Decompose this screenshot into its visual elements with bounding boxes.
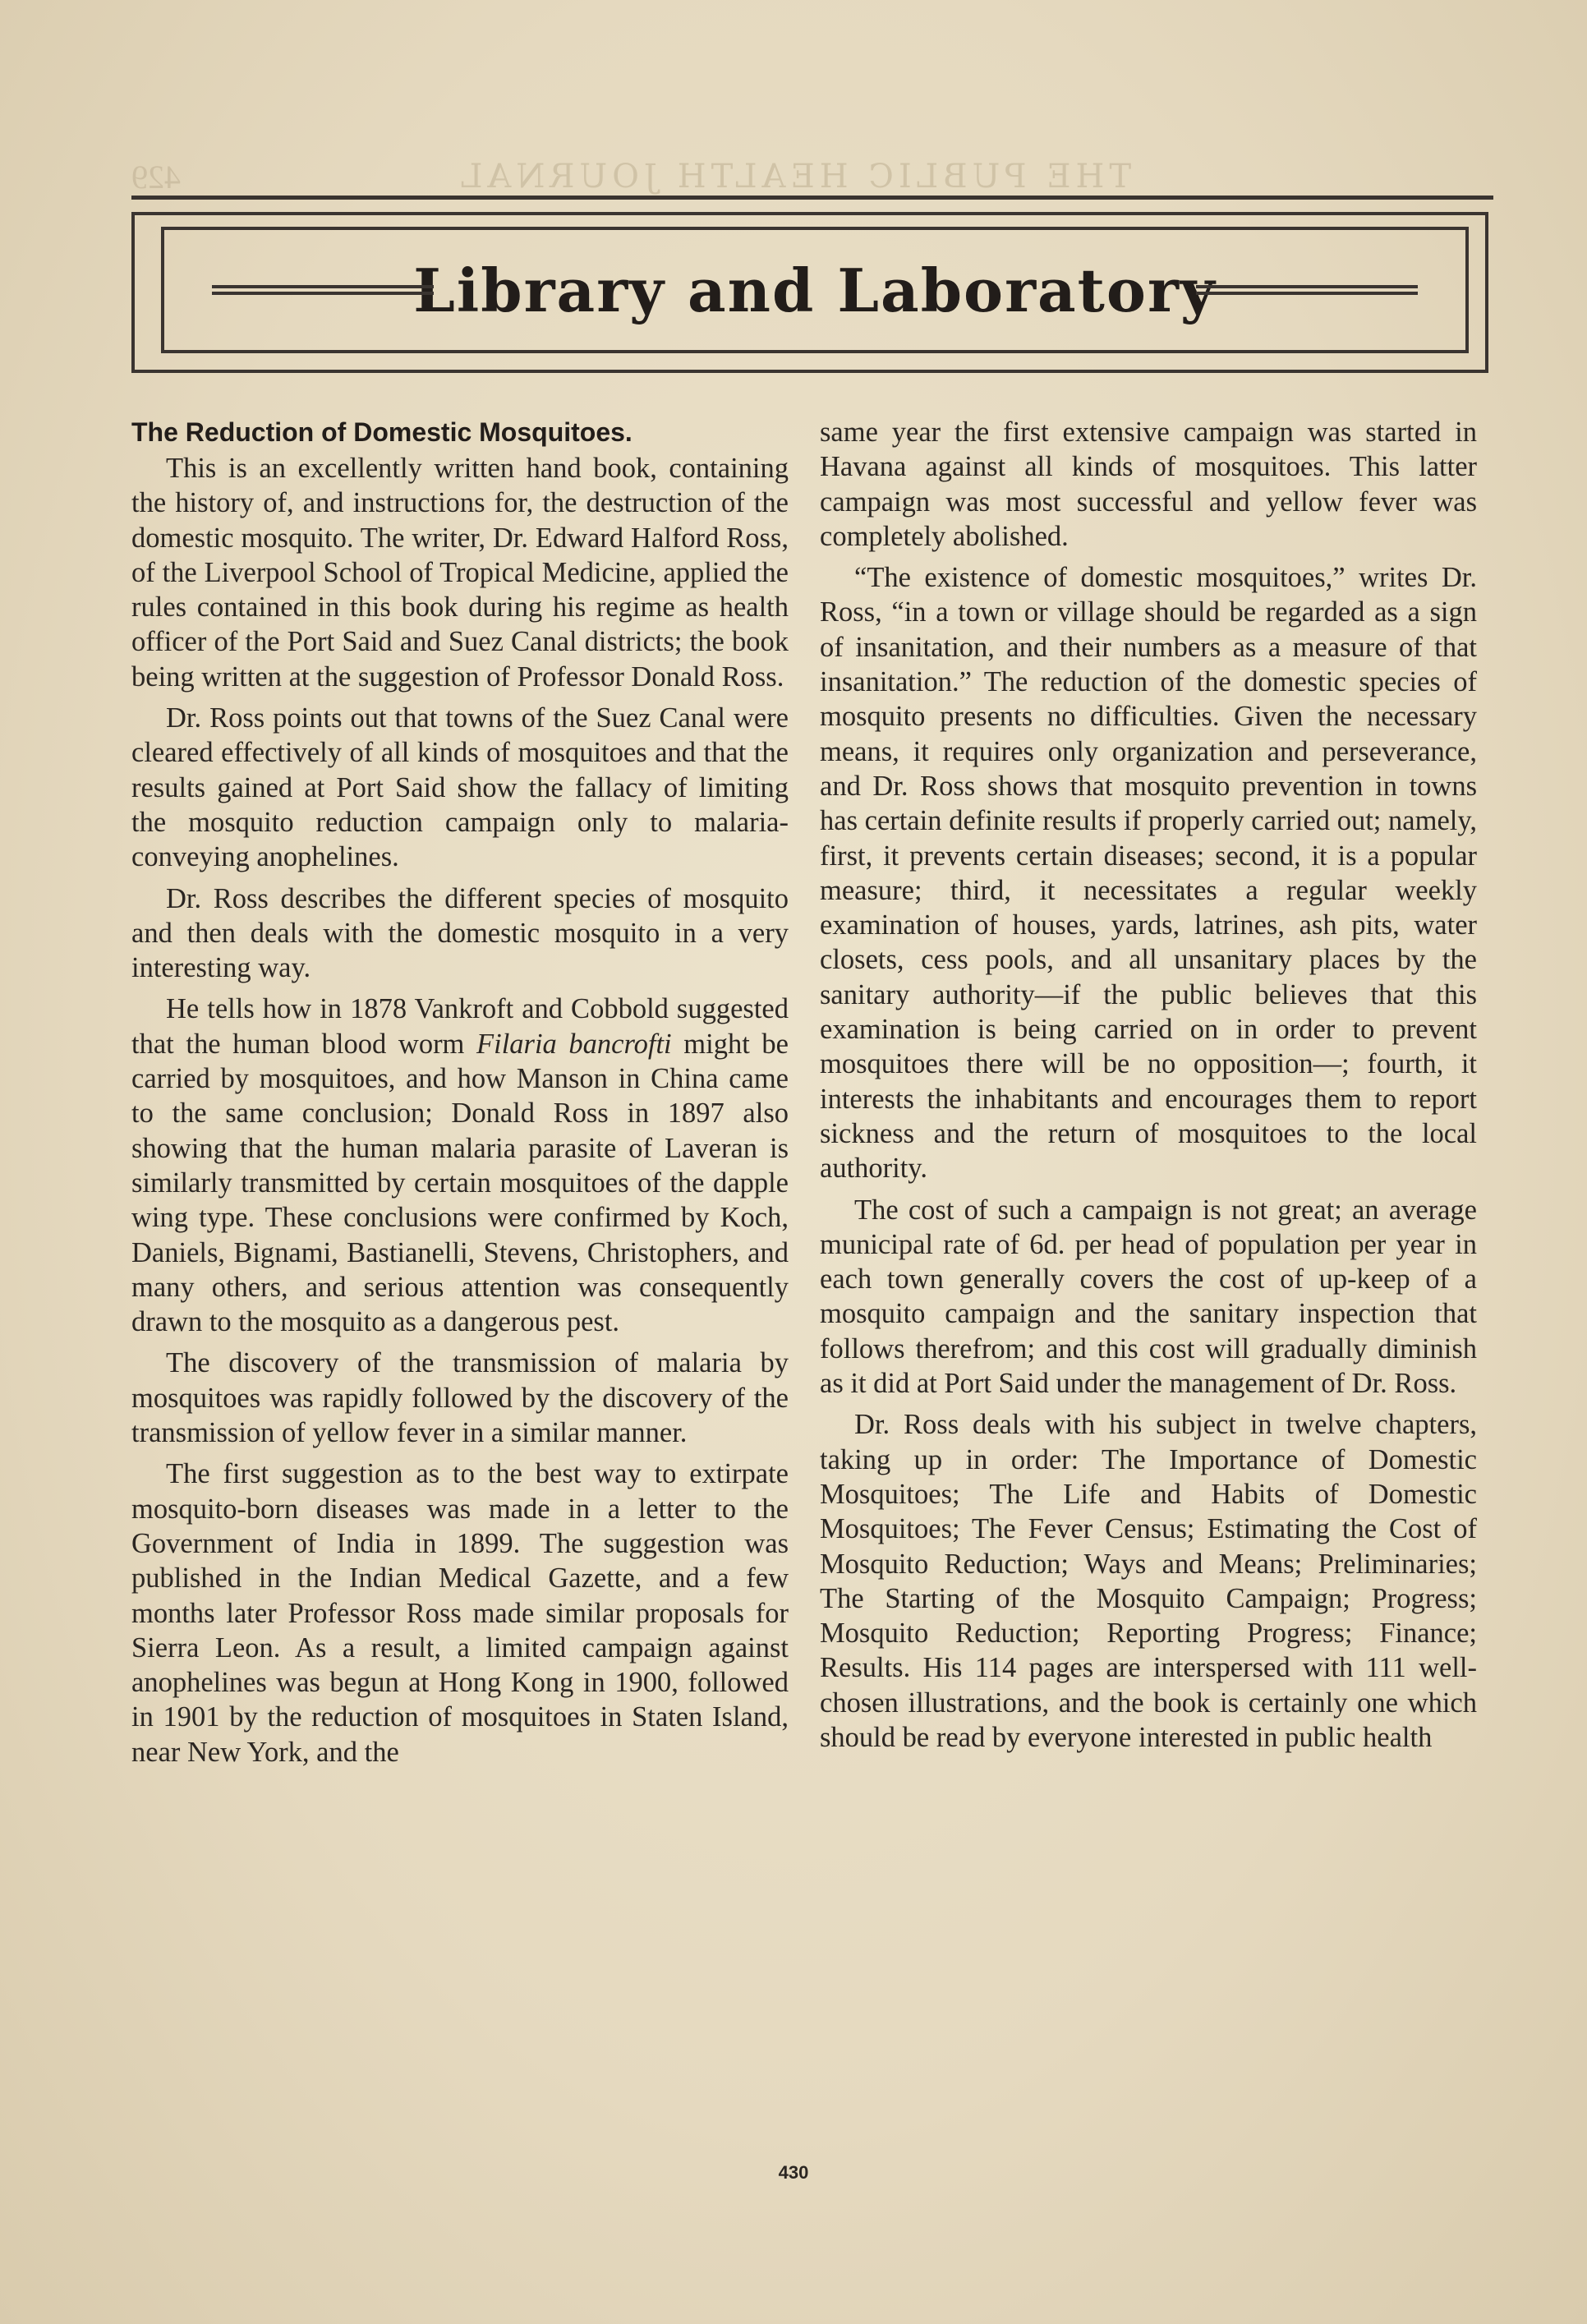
- paragraph: The cost of such a campaign is not great; an average municipal rate of 6d. per head of population per year in each town generally covers the cost of up-keep of a mosquito campaign and the sanitary inspection that follows therefrom; and this cost will gradually diminish as it did at Port Said under the management of Dr. Ross.: [820, 1194, 1477, 1400]
- paragraph: Dr. Ross describes the different species of mosquito and then deals with the domestic mosquito in a very interesting way.: [131, 882, 789, 984]
- article-heading: The Reduction of Domestic Mosquitoes.: [131, 417, 632, 447]
- article-body: [131, 415, 1492, 2148]
- paragraph-filaria: [131, 992, 789, 1339]
- left-column: [131, 415, 789, 1776]
- paragraph: This is an excellently written hand book, containing the history of, and instructions for, the destruction of the domestic mosquito. The writer, Dr. Edward Halford Ross, of the Liverpool School of Tropical Medicine, applied the rules contained in this book during his regime as health officer of the Port Said and Suez Canal districts; the book being written at the suggestion of Professor Donald Ross.: [131, 453, 789, 693]
- species-name: Filaria bancrofti: [476, 1028, 672, 1060]
- right-column: [820, 415, 1477, 1761]
- paragraph: The discovery of the transmission of malaria by mosquitoes was rapidly followed by the discovery of the transmission of yellow fever in a similar manner.: [131, 1347, 789, 1449]
- text-run: might be carried by mosquitoes, and how Manson in China came to the same conclusion; Donald Ross in 1897 also showing that the human malaria parasite of Laveran is similarly transmitted by certain mosquitoes of the dapple wing type. These conclusions were confirmed by Koch, Daniels, Bignami, Bastianelli, Stevens, Christophers, and many others, and serious attention was consequently drawn to the mosquito as a dangerous pest.: [131, 1028, 789, 1338]
- paragraph: Dr. Ross deals with his subject in twelve chapters, taking up in order: The Importance of Domestic Mosquitoes; The Life and Habits of Domestic Mosquitoes; The Fever Census; Estimating the Cost of Mosquito Reduction; Ways and Means; Preliminaries; The Starting of the Mosquito Campaign; Progress; Mosquito Reduction; Reporting Progress; Finance; Results. His 114 pages are interspersed with 111 well-chosen illustrations, and the book is certainly one which should be read by everyone interested in public health: [820, 1409, 1477, 1753]
- bleed-through-page-number: 429: [131, 159, 181, 196]
- text-run: He tells how in 1878 Vankroft and Cobbold suggested that the human blood worm: [131, 993, 789, 1060]
- section-banner-inner-frame: [161, 227, 1469, 353]
- top-rule: [131, 196, 1493, 200]
- section-banner: [131, 212, 1488, 373]
- banner-left-double-rule: [212, 285, 434, 295]
- paragraph: Dr. Ross points out that towns of the Suez Canal were cleared effectively of all kinds of mosquitoes and that the results gained at Port Said show the fallacy of limiting the mosquito reduction campaign only to malaria-conveying anophelines.: [131, 702, 789, 873]
- bleed-through-running-header: THE PUBLIC HEALTH JOURNAL: [455, 158, 1132, 196]
- paragraph: The first suggestion as to the best way to extirpate mosquito-born diseases was made in a letter to the Government of India in 1899. The suggestion was published in the Indian Medical Gazette, and a few months later Professor Ross made similar proposals for Sierra Leon. As a result, a limited campaign against anophelines was begun at Hong Kong in 1900, followed in 1901 by the reduction of mosquitoes in Staten Island, near New York, and the: [131, 1458, 789, 1768]
- paragraph: “The existence of domestic mosquitoes,” writes Dr. Ross, “in a town or village should be regarded as a sign of insanitation, and their numbers as a measure of that insanitation.” The reduction of the domestic species of mosquito presents no difficulties. Given the necessary means, it requires only organization and perseverance, and Dr. Ross shows that mosquito prevention in towns has certain definite results if properly carried out; namely, first, it prevents certain diseases; second, it is a popular measure; third, it necessitates a regular weekly examination of houses, yards, latrines, ash pits, water closets, cess pools, and all unsanitary places by the sanitary authority—if the public believes that this examination is being carried on in order to prevent mosquitoes there will be no opposition—; fourth, it interests the inhabitants and encourages them to report sickness and the return of mosquitoes to the local authority.: [820, 562, 1477, 1185]
- banner-right-double-rule: [1196, 285, 1418, 295]
- paragraph-continued: same year the first extensive campaign was started in Havana against all kinds of mosquitoes. This latter campaign was most successful and yellow fever was completely abolished.: [820, 416, 1477, 552]
- page-number: 430: [778, 2162, 809, 2183]
- section-title: Library and Laboratory: [413, 255, 1217, 325]
